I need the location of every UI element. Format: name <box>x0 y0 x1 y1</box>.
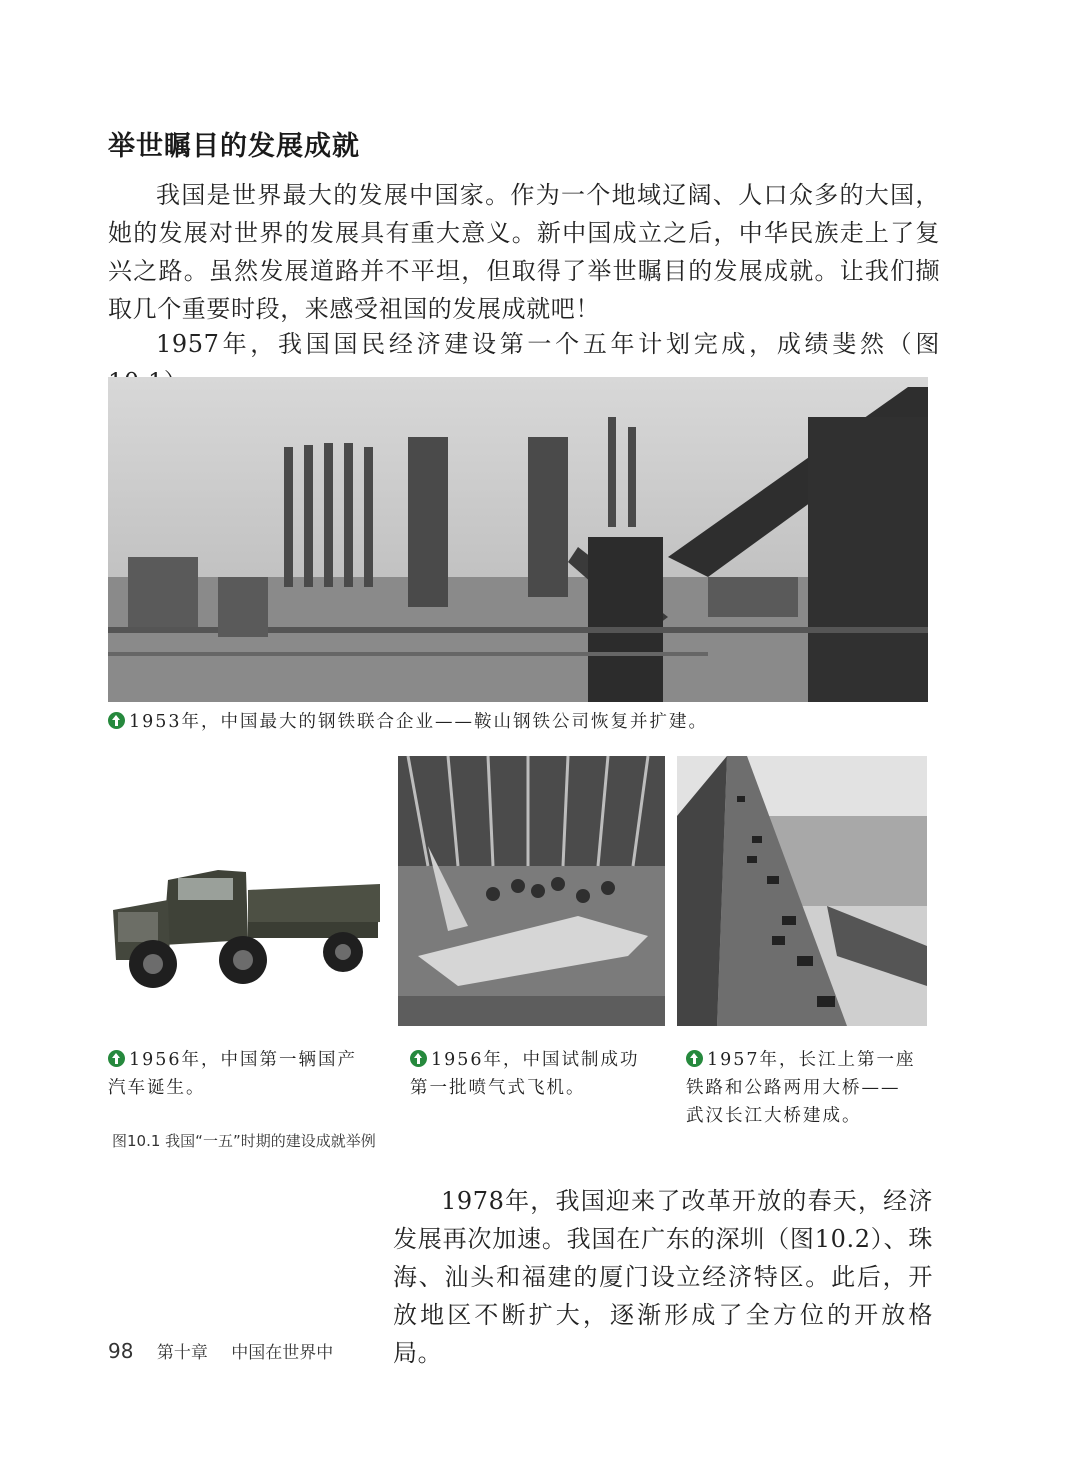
chapter-number: 第十章 <box>156 1343 208 1363</box>
green-up-arrow-icon <box>410 1050 427 1067</box>
reform-paragraph: 1978年，我国迎来了改革开放的春天，经济发展再次加速。我国在广东的深圳（图10.2）、珠海、汕头和福建的厦门设立经济特区。此后，开放地区不断扩大，逐渐形成了全方位的开放格局。 <box>393 1187 933 1367</box>
main-photo-caption: 1953年，中国最大的钢铁联合企业——鞍山钢铁公司恢复并扩建。 <box>108 708 708 736</box>
chapter-title: 中国在世界中 <box>231 1343 334 1363</box>
jet-caption: 1956年，中国试制成功 第一批喷气式飞机。 <box>410 1050 640 1098</box>
truck-caption: 1956年，中国第一辆国产 汽车诞生。 <box>108 1050 358 1098</box>
jet-aircraft-photo <box>398 756 665 1026</box>
anshan-steel-photo <box>108 377 928 702</box>
green-up-arrow-icon <box>108 712 125 729</box>
green-up-arrow-icon <box>686 1050 703 1067</box>
page-number: 98 <box>108 1339 134 1363</box>
page-footer <box>108 1338 333 1363</box>
bridge-caption: 1957年，长江上第一座 铁路和公路两用大桥—— 武汉长江大桥建成。 <box>686 1050 916 1126</box>
wuhan-bridge-photo <box>677 756 927 1026</box>
section-heading: 举世瞩目的发展成就 <box>108 131 360 162</box>
plan-paragraph: 1957年，我国国民经济建设第一个五年计划完成，成绩斐然（图 <box>156 330 940 358</box>
figure-label: 图10.1 我国“一五”时期的建设成就举例 <box>112 1132 376 1150</box>
truck-photo <box>108 860 383 995</box>
green-up-arrow-icon <box>108 1050 125 1067</box>
intro-paragraph: 我国是世界最大的发展中国家。作为一个地域辽阔、人口众多的大国，她的发展对世界的发展具有重大意义。新中国成立之后，中华民族走上了复兴之路。虽然发展道路并不平坦，但取得了举世瞩目的发展成就。让我们撷取几个重要时段，来感受祖国的发展成就吧！ <box>108 181 940 323</box>
